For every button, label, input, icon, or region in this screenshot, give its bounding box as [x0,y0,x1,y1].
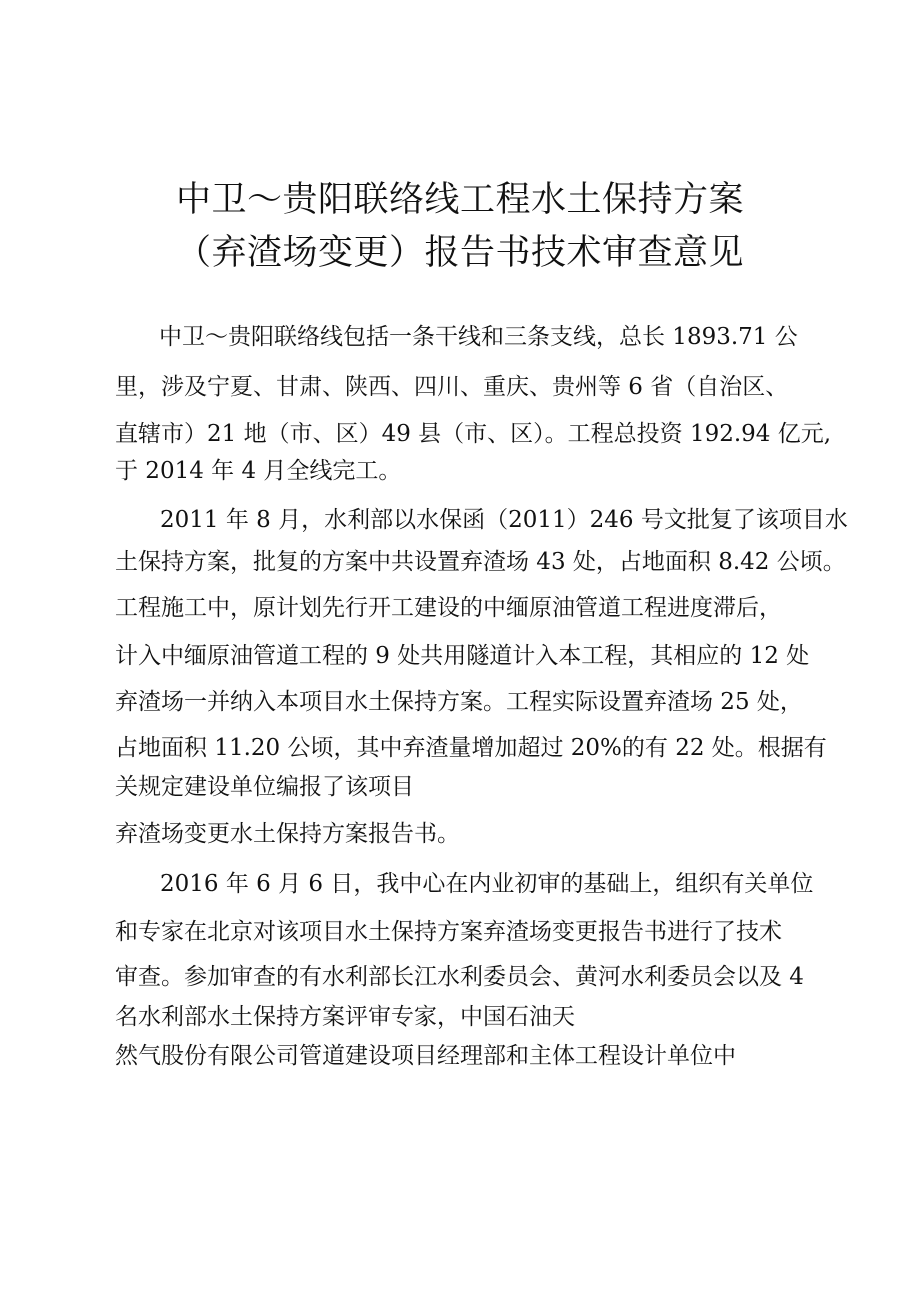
document-title-line-1: 中卫～贵阳联络线工程水土保持方案 [175,180,744,220]
document-title-line-2: （弃渣场变更）报告书技术审查意见 [175,233,744,273]
body-line: 于 2014 年 4 月全线完工。 [115,458,402,484]
body-line: 2011 年 8 月，水利部以水保函（2011）246 号文批复了该项目水 [160,507,848,533]
body-line: 工程施工中，原计划先行开工建设的中缅原油管道工程进度滞后， [115,595,782,621]
body-line: 关规定建设单位编报了该项目 [115,774,414,800]
body-line: 审查。参加审查的有水利部长江水利委员会、黄河水利委员会以及 4 [115,964,804,990]
body-line: 占地面积 11.20 公顷，其中弃渣量增加超过 20%的有 22 处。根据有 [115,735,827,761]
body-line: 弃渣场一并纳入本项目水土保持方案。工程实际设置弃渣场 25 处， [115,689,803,715]
body-line: 弃渣场变更水土保持方案报告书。 [115,821,460,847]
body-line: 土保持方案，批复的方案中共设置弃渣场 43 处，占地面积 8.42 公顷。 [115,549,846,575]
body-line: 名水利部水土保持方案评审专家，中国石油天 [115,1004,575,1030]
body-line: 里，涉及宁夏、甘肃、陕西、四川、重庆、贵州等 6 省（自治区、 [115,374,789,400]
body-line: 2016 年 6 月 6 日，我中心在内业初审的基础上，组织有关单位 [160,871,814,897]
body-line: 直辖市）21 地（市、区）49 县（市、区）。工程总投资 192.94 亿元, [115,421,832,447]
body-line: 中卫～贵阳联络线包括一条干线和三条支线，总长 1893.71 公 [159,324,798,350]
body-line: 和专家在北京对该项目水土保持方案弃渣场变更报告书进行了技术 [115,919,782,945]
body-line: 计入中缅原油管道工程的 9 处共用隧道计入本工程，其相应的 12 处 [115,643,810,669]
body-line: 然气股份有限公司管道建设项目经理部和主体工程设计单位中 [115,1043,736,1069]
